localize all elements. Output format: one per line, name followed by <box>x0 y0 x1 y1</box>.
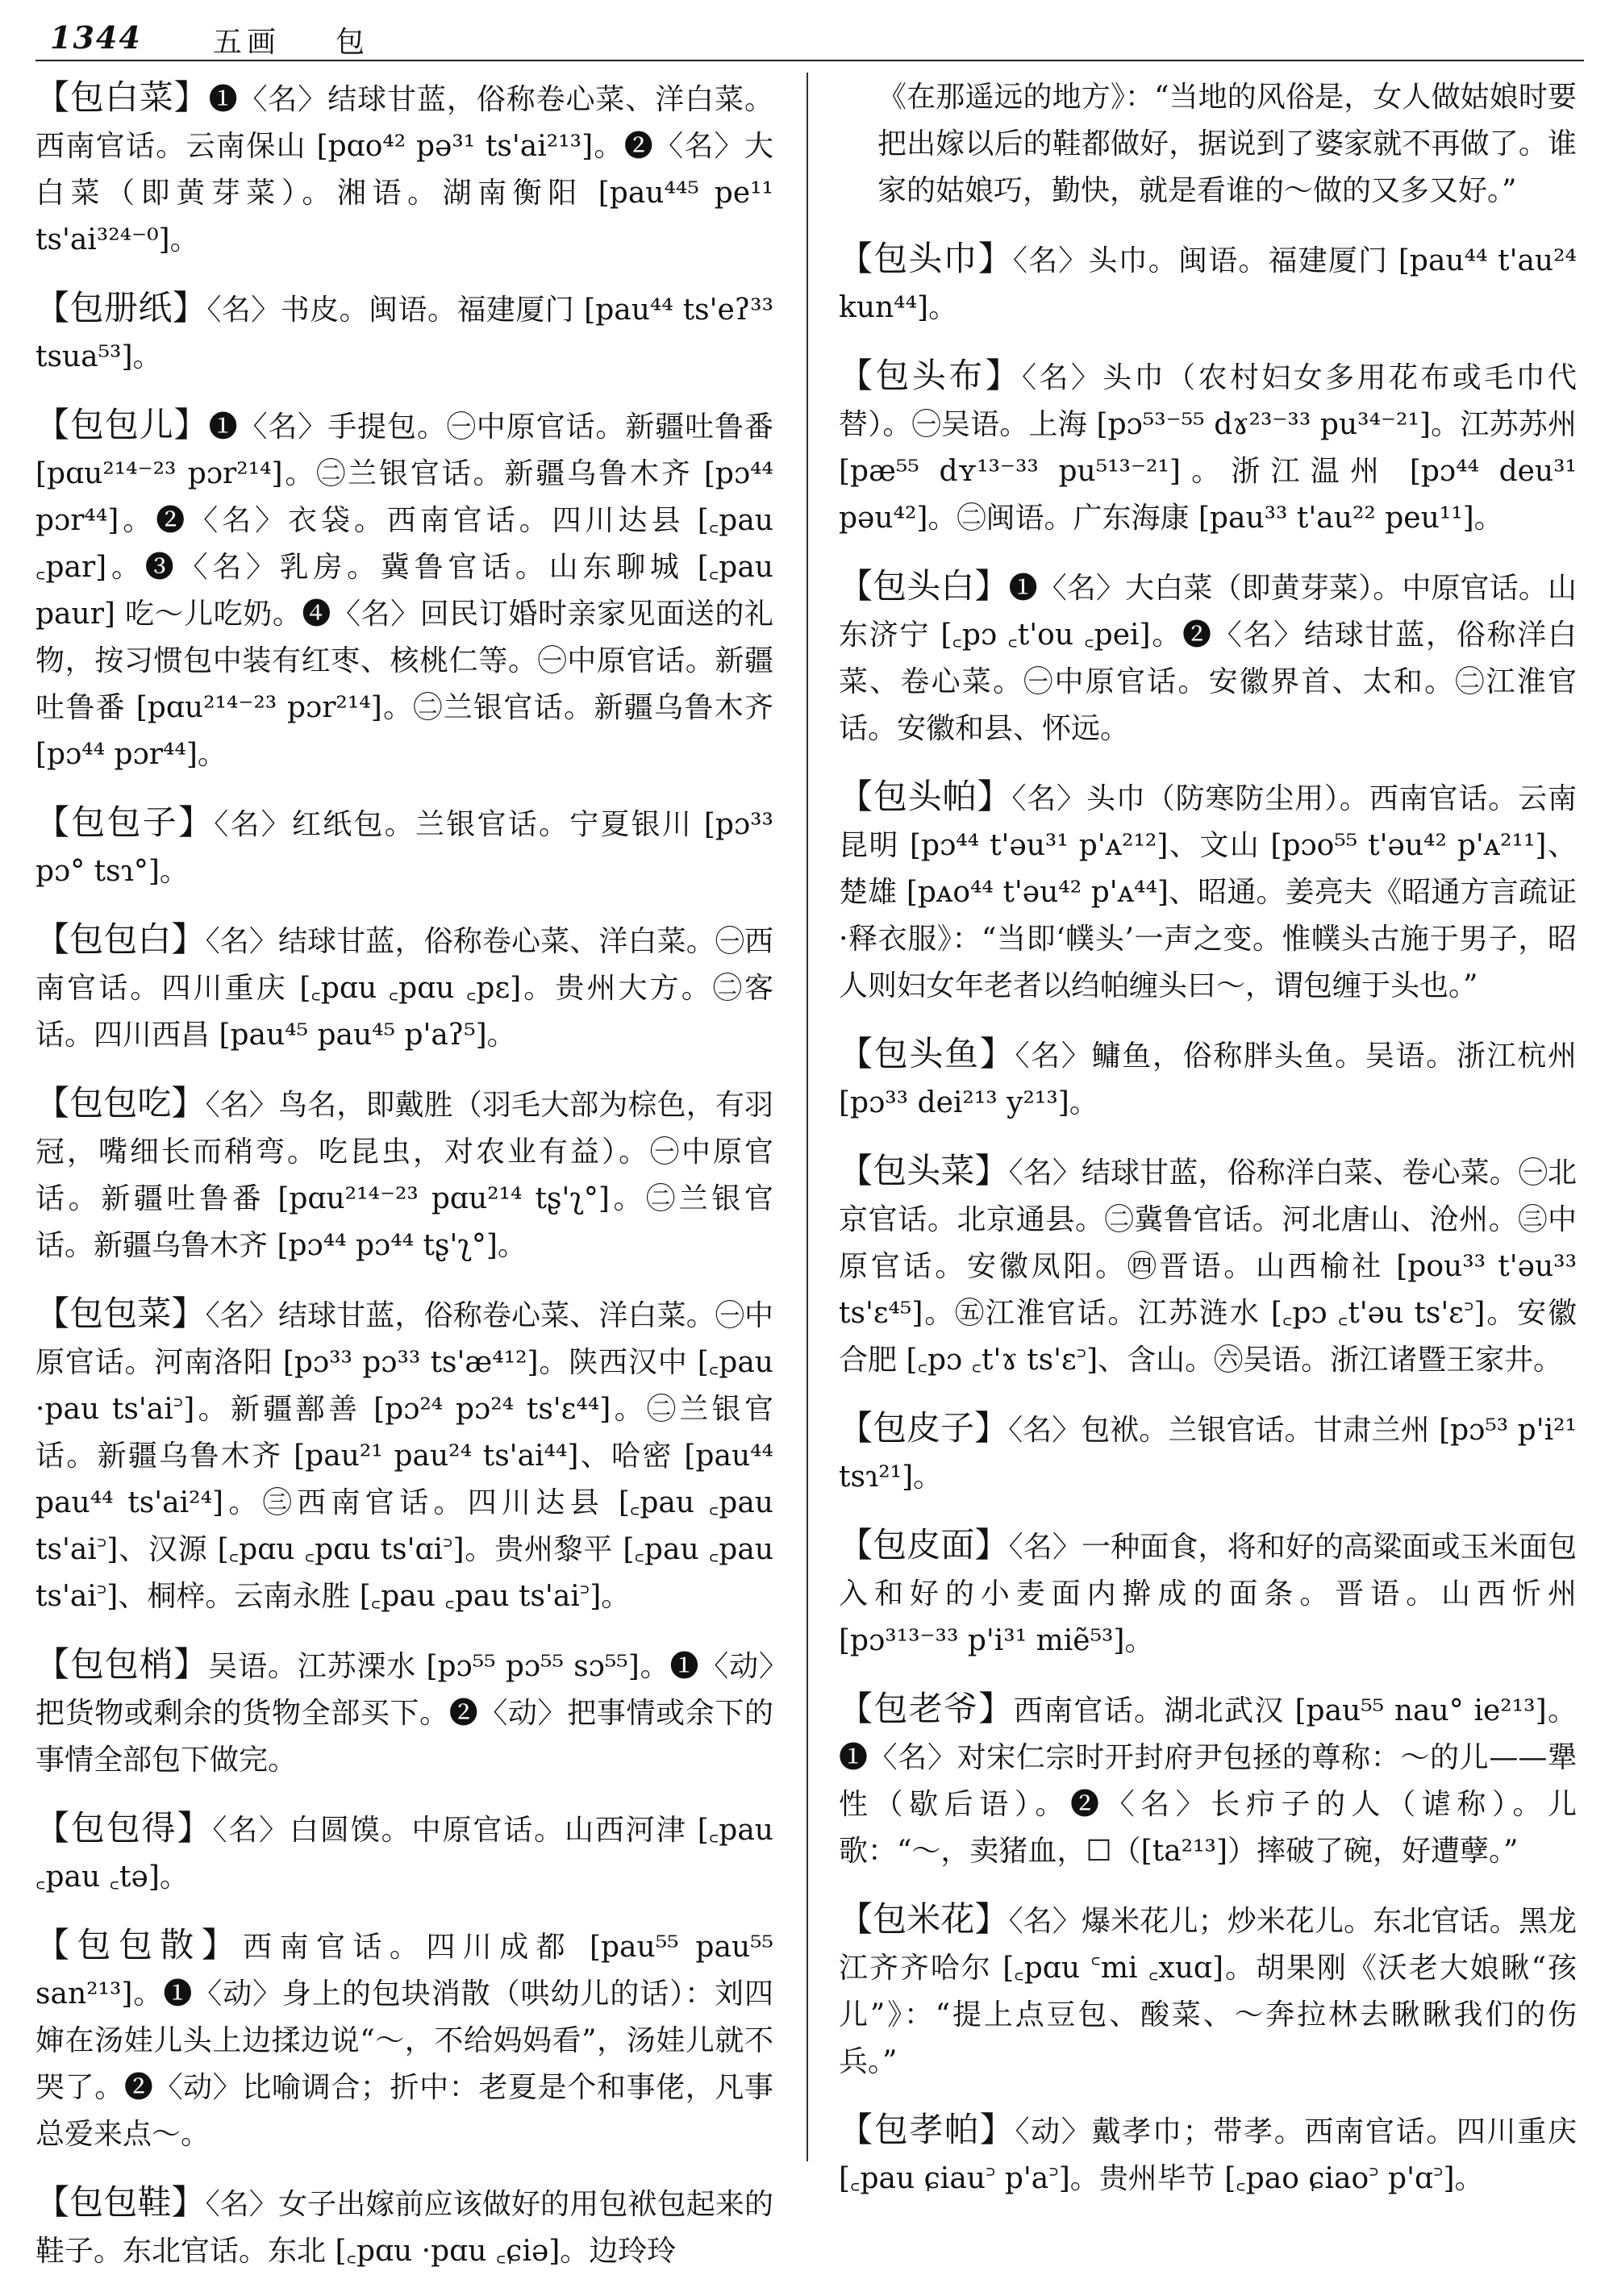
entry-headword: 【包头帕】 <box>839 777 1012 816</box>
entry-headword: 【包头鱼】 <box>839 1034 1015 1073</box>
entry-headword: 【包包菜】 <box>35 1294 206 1333</box>
entry-definition: 〈名〉书皮。闽语。福建厦门 [pau⁴⁴ ts'eʔ³³ tsua⁵³]。 <box>35 294 773 373</box>
entry-headword: 【包包子】 <box>35 802 215 842</box>
entry-definition: 〈名〉结球甘蓝，俗称卷心菜、洋白菜。㊀西南官话。四川重庆 [꜀pɑu ꜀pɑu ꜀pɛ]。贵州大方。㊁客话。四川西昌 [pau⁴⁵ pau⁴⁵ p'aʔ⁵]。 <box>35 925 773 1052</box>
entry-headword: 【包头布】 <box>839 356 1023 395</box>
dictionary-entry <box>839 2106 1577 2202</box>
dictionary-entry <box>35 285 773 381</box>
entry-definition: ❶〈名〉手提包。㊀中原官话。新疆吐鲁番 [pɑu²¹⁴⁻²³ pɔr²¹⁴]。㊁兰银官话。新疆乌鲁木齐 [pɔ⁴⁴ pɔr⁴⁴]。❷〈名〉衣袋。西南官话。四川达县 [꜀pau ꜀par]。❸〈名〉乳房。冀鲁官话。山东聊城 [꜀pau paur] 吃～儿吃奶。❹〈名〉回民订婚时亲家见面送的礼物，按习惯包中装有红枣、核桃仁等。㊀中原官话。新疆吐鲁番 [pɑu²¹⁴⁻²³ pɔr²¹⁴]。㊁兰银官话。新疆乌鲁木齐 [pɔ⁴⁴ pɔr⁴⁴]。 <box>35 410 773 771</box>
entry-headword: 【包包吃】 <box>35 1083 206 1123</box>
entry-definition: ❶〈名〉大白菜（即黄芽菜）。中原官话。山东济宁 [꜀pɔ ꜀t'ou ꜀pei]。❷〈名〉结球甘蓝，俗称洋白菜、卷心菜。㊀中原官话。安徽界首、太和。㊁江淮官话。安徽和县、怀远。 <box>839 572 1577 745</box>
entry-headword: 【包包白】 <box>35 919 206 959</box>
entry-definition: 〈名〉头巾。闽语。福建厦门 [pau⁴⁴ t'au²⁴ kun⁴⁴]。 <box>839 244 1577 324</box>
dictionary-entry <box>839 1686 1577 1875</box>
dictionary-entry <box>35 799 773 895</box>
entry-definition: 〈名〉鸟名，即戴胜（羽毛大部为棕色，有羽冠，嘴细长而稍弯。吃昆虫，对农业有益）。㊀中原官话。新疆吐鲁番 [pɑu²¹⁴⁻²³ pɑu²¹⁴ tʂ'ʅ°]。㊁兰银官话。新疆乌鲁木齐 [pɔ⁴⁴ pɔ⁴⁴ tʂ'ʅ°]。 <box>35 1089 773 1262</box>
entry-definition: 〈名〉包袱。兰银官话。甘肃兰州 [pɔ⁵³ p'i²¹ tsɿ²¹]。 <box>839 1414 1577 1494</box>
dictionary-entry <box>35 2179 773 2275</box>
page-number: 1344 <box>50 19 142 56</box>
dictionary-entry <box>839 352 1577 542</box>
entry-headword: 【包包梢】 <box>35 1644 209 1684</box>
entry-headword: 【包包儿】 <box>35 405 209 444</box>
dictionary-entry <box>839 1148 1577 1384</box>
header-rule <box>35 60 1584 61</box>
entry-continuation: 《在那遥远的地方》：“当地的风俗是，女人做姑娘时要把出嫁以后的鞋都做好，据说到了婆家就不再做了。谁家的姑娘巧，勤快，就是看谁的～做的又多又好。” <box>877 81 1577 207</box>
entry-definition: 〈名〉红纸包。兰银官话。宁夏银川 [pɔ³³ pɔ° tsɿ°]。 <box>35 808 773 888</box>
dictionary-entry <box>839 1522 1577 1665</box>
entry-headword: 【包包散】 <box>35 1925 244 1965</box>
headword-character: 包 <box>336 26 365 59</box>
entry-headword: 【包皮子】 <box>839 1408 1009 1448</box>
page-header <box>35 15 1576 63</box>
entry-definition: 〈名〉结球甘蓝，俗称卷心菜、洋白菜。㊀中原官话。河南洛阳 [pɔ³³ pɔ³³ ts'æ⁴¹²]。陕西汉中 [꜀pau ·pau ts'ai꜄]。新疆鄯善 [pɔ²⁴ pɔ²⁴ ts'ɛ⁴⁴]。㊁兰银官话。新疆乌鲁木齐 [pau²¹ pau²⁴ ts'ai⁴⁴]、哈密 [pau⁴⁴ pau⁴⁴ ts'ai²⁴]。㊂西南官话。四川达县 [꜀pau ꜀pau ts'ai꜄]、汉源 [꜀pɑu ꜀pɑu ts'ɑi꜄]。贵州黎平 [꜀pau ꜀pau ts'ai꜄]、桐梓。云南永胜 [꜀pau ꜀pau ts'ai꜄]。 <box>35 1299 773 1613</box>
dictionary-entry <box>35 402 773 778</box>
entry-definition: 西南官话。四川成都 [pau⁵⁵ pau⁵⁵ san²¹³]。❶〈动〉身上的包块消散（哄幼儿的话）：刘四婶在汤娃儿头上边揉边说“～，不给妈妈看”，汤娃儿就不哭了。❷〈动〉比喻调合；折中：老夏是个和事佬，凡事总爱来点～。 <box>35 1931 773 2151</box>
dictionary-entry <box>35 1641 773 1784</box>
dictionary-entry <box>839 235 1577 331</box>
entry-headword: 【包册纸】 <box>35 288 207 327</box>
entry-definition: 〈名〉头巾（防寒防尘用）。西南官话。云南昆明 [pɔ⁴⁴ t'əu³¹ p'ᴀ²¹²]、文山 [pɔo⁵⁵ t'əu⁴² p'ᴀ²¹¹]、楚雄 [pᴀo⁴⁴ t'əu⁴² p'ᴀ⁴⁴]、昭通。姜亮夫《昭通方言疏证·释衣服》：“当即‘幞头’一声之变。惟幞头古施于男子，昭人则妇女年老者以绉帕缠头曰～，谓包缠于头也。” <box>839 782 1577 1002</box>
entry-definition: 〈名〉白圆馍。中原官话。山西河津 [꜀pau ꜀pau ꜀tə]。 <box>35 1814 773 1894</box>
entry-definition: ❶〈名〉结球甘蓝，俗称卷心菜、洋白菜。西南官话。云南保山 [pɑo⁴² pə³¹ ts'ai²¹³]。❷〈名〉大白菜（即黄芽菜）。湘语。湖南衡阳 [pau⁴⁴⁵ pe¹¹ ts'ai³²⁴⁻⁰]。 <box>35 83 773 256</box>
dictionary-entry <box>839 1405 1577 1501</box>
entry-headword: 【包孝帕】 <box>839 2110 1015 2149</box>
entry-definition: 〈名〉结球甘蓝，俗称洋白菜、卷心菜。㊀北京官话。北京通县。㊁冀鲁官话。河北唐山、沧州。㊂中原官话。安徽凤阳。㊃晋语。山西榆社 [pou³³ t'əu³³ ts'ɛ⁴⁵]。㊄江淮官话。江苏涟水 [꜀pɔ ꜀t'əu ts'ɛ꜄]。安徽合肥 [꜀pɔ ꜀t'ɤ ts'ɛ꜄]、含山。㊅吴语。浙江诸暨王家井。 <box>839 1156 1577 1377</box>
dictionary-entry <box>839 1031 1577 1127</box>
dictionary-entry <box>35 74 773 264</box>
entry-headword: 【包老爷】 <box>839 1689 1014 1728</box>
entry-definition: 〈动〉戴孝巾；带孝。西南官话。四川重庆 [꜀pau ɕiau꜄ p'a꜄]。贵州毕节 [꜀pao ɕiao꜄ p'ɑ꜄]。 <box>839 2115 1577 2195</box>
dictionary-entry <box>35 1080 773 1269</box>
dictionary-entry <box>839 563 1577 752</box>
entry-definition: 吴语。江苏溧水 [pɔ⁵⁵ pɔ⁵⁵ sɔ⁵⁵]。❶〈动〉把货物或剩余的货物全部买下。❷〈动〉把事情或余下的事情全部包下做完。 <box>35 1650 773 1777</box>
dictionary-entry <box>839 1896 1577 2086</box>
entry-definition: 〈名〉一种面食，将和好的高粱面或玉米面包入和好的小麦面内擀成的面条。晋语。山西忻州 [pɔ³¹³⁻³³ p'i³¹ miẽ⁵³]。 <box>839 1531 1577 1657</box>
entry-definition: 〈名〉爆米花儿；炒米花儿。东北官话。黑龙江齐齐哈尔 [꜀pɑu ꜂mi ꜀xuɑ]。胡果刚《沃老大娘瞅“孩儿”》：“提上点豆包、酸菜、～奔拉林去瞅瞅我们的伤兵。” <box>839 1905 1577 2078</box>
entry-definition: 〈名〉女子出嫁前应该做好的用包袱包起来的鞋子。东北官话。东北 [꜀pɑu ·pɑu ꜀ɕiə]。边玲玲 <box>35 2188 773 2268</box>
right-column <box>839 74 1577 2223</box>
entry-headword: 【包米花】 <box>839 1899 1009 1939</box>
entry-definition: 西南官话。湖北武汉 [pau⁵⁵ nau° ie²¹³]。❶〈名〉对宋仁宗时开封府尹包拯的尊称：～的儿——犟性（歇后语）。❷〈名〉长疖子的人（谑称）。儿歌：“～，卖猪血，☐（[ta²¹³]）摔破了碗，好遭孽。” <box>839 1694 1577 1868</box>
entry-definition: 〈名〉头巾（农村妇女多用花布或毛巾代替）。㊀吴语。上海 [pɔ⁵³⁻⁵⁵ dɤ²³⁻³³ pu³⁴⁻²¹]。江苏苏州 [pæ⁵⁵ dʏ¹³⁻³³ pu⁵¹³⁻²¹]。浙江温州 [pɔ⁴⁴ deu³¹ pəu⁴²]。㊁闽语。广东海康 [pau³³ t'au²² peu¹¹]。 <box>839 361 1577 535</box>
entry-headword: 【包头菜】 <box>839 1151 1009 1190</box>
left-column <box>35 74 773 2296</box>
entry-headword: 【包头巾】 <box>839 239 1013 278</box>
dictionary-entry <box>35 1922 773 2158</box>
dictionary-entry <box>35 916 773 1059</box>
entry-headword: 【包头白】 <box>839 566 1009 606</box>
dictionary-entry <box>35 1290 773 1620</box>
dictionary-entry <box>35 1805 773 1901</box>
entry-headword: 【包包鞋】 <box>35 2182 206 2222</box>
entry-headword: 【包包得】 <box>35 1808 213 1848</box>
entry-definition: 〈名〉鳙鱼，俗称胖头鱼。吴语。浙江杭州 [pɔ³³ dei²¹³ y²¹³]。 <box>839 1040 1577 1119</box>
dictionary-entry <box>839 773 1577 1010</box>
entry-headword: 【包白菜】 <box>35 77 209 117</box>
section-label: 五画 <box>213 26 281 59</box>
entry-headword: 【包皮面】 <box>839 1525 1009 1565</box>
column-divider <box>806 73 808 2161</box>
